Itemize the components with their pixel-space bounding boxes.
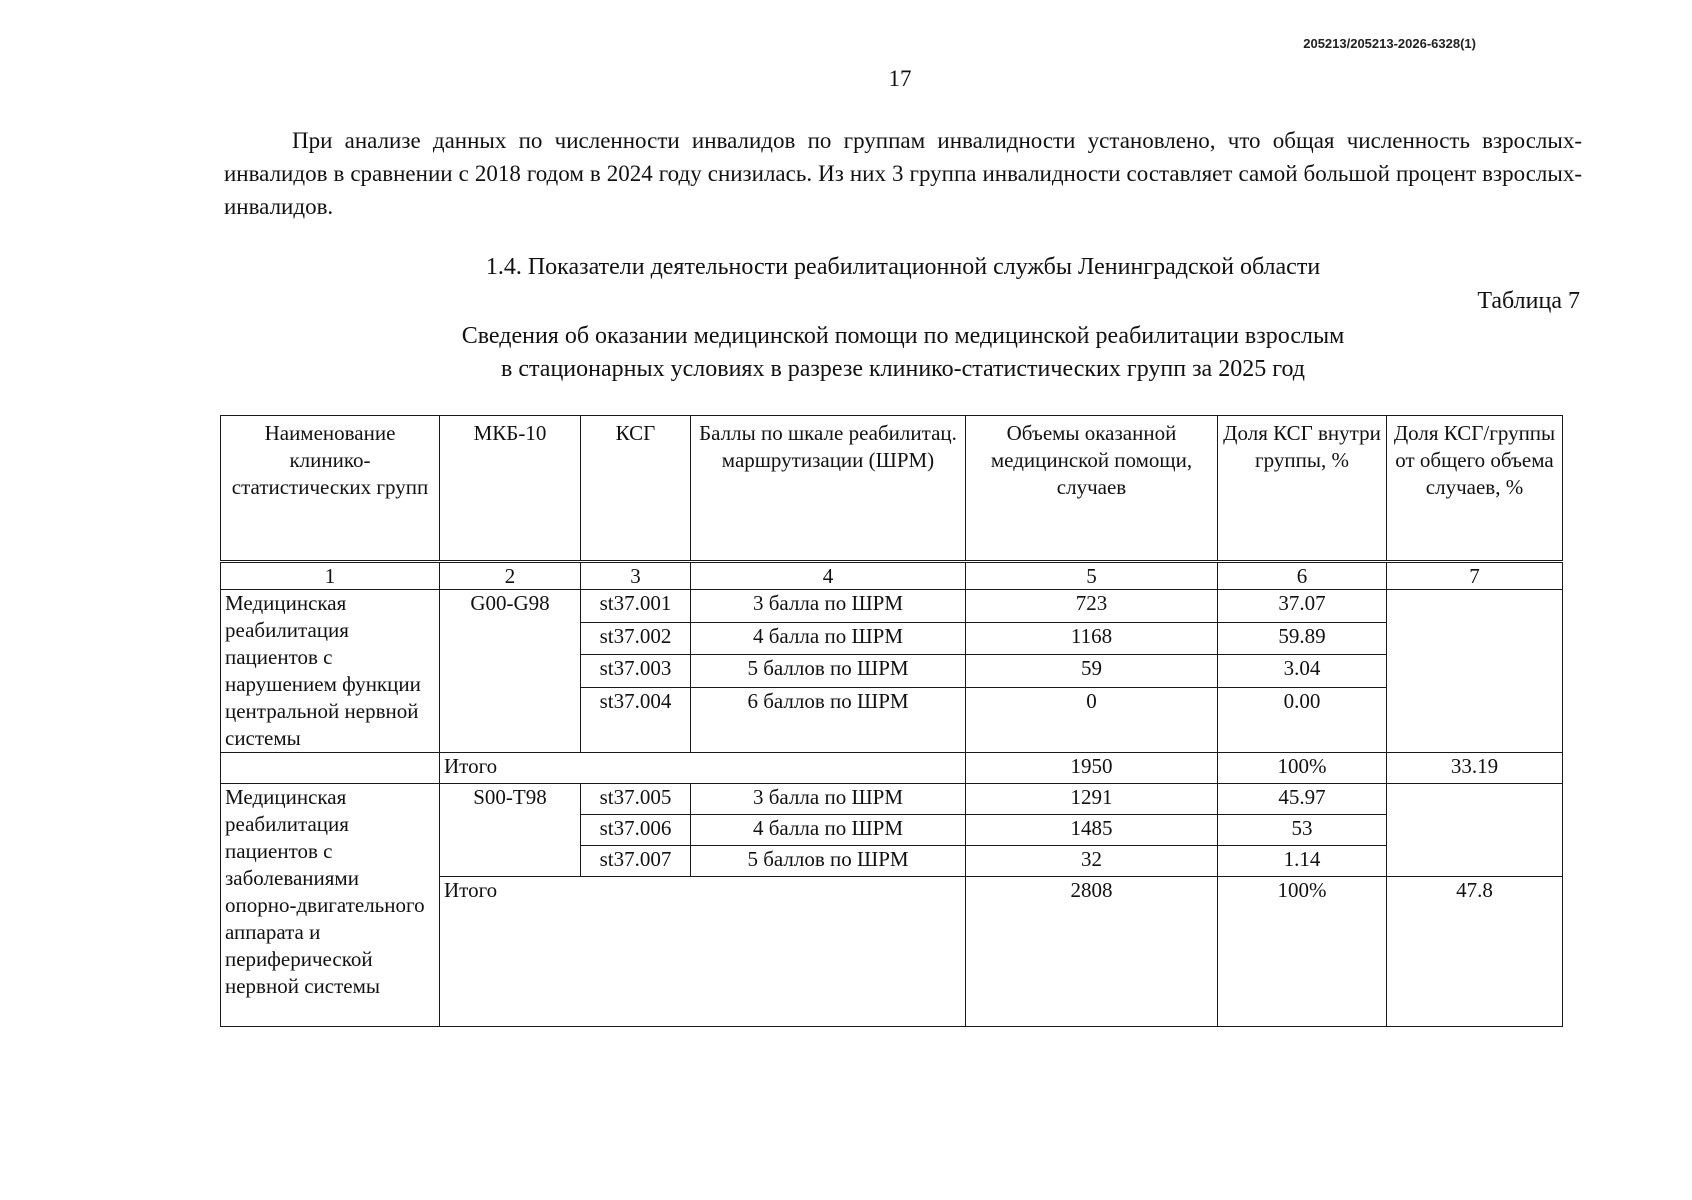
total-share-cell: 100% — [1218, 877, 1387, 1027]
total-share-cell: 100% — [1218, 753, 1387, 784]
column-number: 2 — [440, 562, 581, 590]
group-name-continuation — [221, 753, 440, 784]
empty-share-total-cell — [1387, 590, 1563, 753]
total-label: Итого — [440, 753, 966, 784]
column-number: 3 — [581, 562, 691, 590]
volume-cell: 59 — [966, 655, 1218, 688]
volume-cell: 1485 — [966, 815, 1218, 846]
header-cell: КСГ — [581, 416, 691, 562]
total-of-all-cell: 33.19 — [1387, 753, 1563, 784]
share-cell: 45.97 — [1218, 784, 1387, 815]
share-cell: 0.00 — [1218, 687, 1387, 752]
header-cell: Доля КСГ/группы от общего объема случаев, % — [1387, 416, 1563, 562]
page-number: 17 — [888, 66, 912, 91]
header-cell: Наименование клинико-статистических групп — [221, 416, 440, 562]
group-name-cell: Медицинская реабилитация пациентов с заболеваниями опорно-двигательного аппарата и периферической нервной системы — [221, 784, 440, 1027]
total-volume-cell: 1950 — [966, 753, 1218, 784]
volume-cell: 1168 — [966, 622, 1218, 655]
icd-cell: G00-G98 — [440, 590, 581, 753]
icd-cell: S00-T98 — [440, 784, 581, 877]
total-of-all-cell: 47.8 — [1387, 877, 1563, 1027]
ksg-cell: st37.006 — [581, 815, 691, 846]
share-cell: 59.89 — [1218, 622, 1387, 655]
share-cell: 53 — [1218, 815, 1387, 846]
header-cell: Доля КСГ внутри группы, % — [1218, 416, 1387, 562]
score-cell: 6 баллов по ШРМ — [691, 687, 966, 752]
header-cell: Баллы по шкале реабилитац. маршрутизации (ШРМ) — [691, 416, 966, 562]
table-row — [221, 784, 1563, 815]
column-number: 4 — [691, 562, 966, 590]
header-row — [221, 416, 1563, 562]
ksg-cell: st37.001 — [581, 590, 691, 623]
column-number: 7 — [1387, 562, 1563, 590]
table-caption — [0, 320, 1692, 386]
score-cell: 4 балла по ШРМ — [691, 622, 966, 655]
column-number-row — [221, 562, 1563, 590]
volume-cell: 1291 — [966, 784, 1218, 815]
volume-cell: 723 — [966, 590, 1218, 623]
total-label: Итого — [440, 877, 966, 1027]
empty-share-total-cell — [1387, 784, 1563, 877]
column-number: 5 — [966, 562, 1218, 590]
table-row — [221, 590, 1563, 623]
caption-line-2: в стационарных условиях в разрезе клинико-статистических групп за 2025 год — [501, 356, 1305, 382]
score-cell: 5 баллов по ШРМ — [691, 655, 966, 688]
section-title: 1.4. Показатели деятельности реабилитационной службы Ленинградской области — [485, 254, 1321, 280]
volume-cell: 0 — [966, 687, 1218, 752]
caption-line-1: Сведения об оказании медицинской помощи по медицинской реабилитации взрослым — [461, 323, 1345, 349]
share-cell: 1.14 — [1218, 846, 1387, 877]
group-name-cell: Медицинская реабилитация пациентов с нарушением функции центральной нервной системы — [221, 590, 440, 753]
share-cell: 3.04 — [1218, 655, 1387, 688]
document-id: 205213/205213-2026-6328(1) — [1303, 36, 1476, 51]
volume-cell: 32 — [966, 846, 1218, 877]
score-cell: 5 баллов по ШРМ — [691, 846, 966, 877]
intro-paragraph: При анализе данных по численности инвалидов по группам инвалидности установлено, что общая численность взрослых-инвалидов в сравнении с 2018 годом в 2024 году снизилась. Из них 3 группа инвалидности составляет самой большой процент взрослых-инвалидов. — [224, 128, 1582, 219]
score-cell: 3 балла по ШРМ — [691, 784, 966, 815]
total-volume-cell: 2808 — [966, 877, 1218, 1027]
ksg-cell: st37.004 — [581, 687, 691, 752]
table-label: Таблица 7 — [1477, 288, 1580, 314]
score-cell: 4 балла по ШРМ — [691, 815, 966, 846]
ksg-cell: st37.002 — [581, 622, 691, 655]
ksg-cell: st37.007 — [581, 846, 691, 877]
total-row — [221, 753, 1563, 784]
ksg-cell: st37.003 — [581, 655, 691, 688]
column-number: 6 — [1218, 562, 1387, 590]
column-number: 1 — [221, 562, 440, 590]
rehab-stats-table — [220, 415, 1563, 1027]
header-cell: МКБ-10 — [440, 416, 581, 562]
ksg-cell: st37.005 — [581, 784, 691, 815]
header-cell: Объемы оказанной медицинской помощи, случаев — [966, 416, 1218, 562]
share-cell: 37.07 — [1218, 590, 1387, 623]
score-cell: 3 балла по ШРМ — [691, 590, 966, 623]
